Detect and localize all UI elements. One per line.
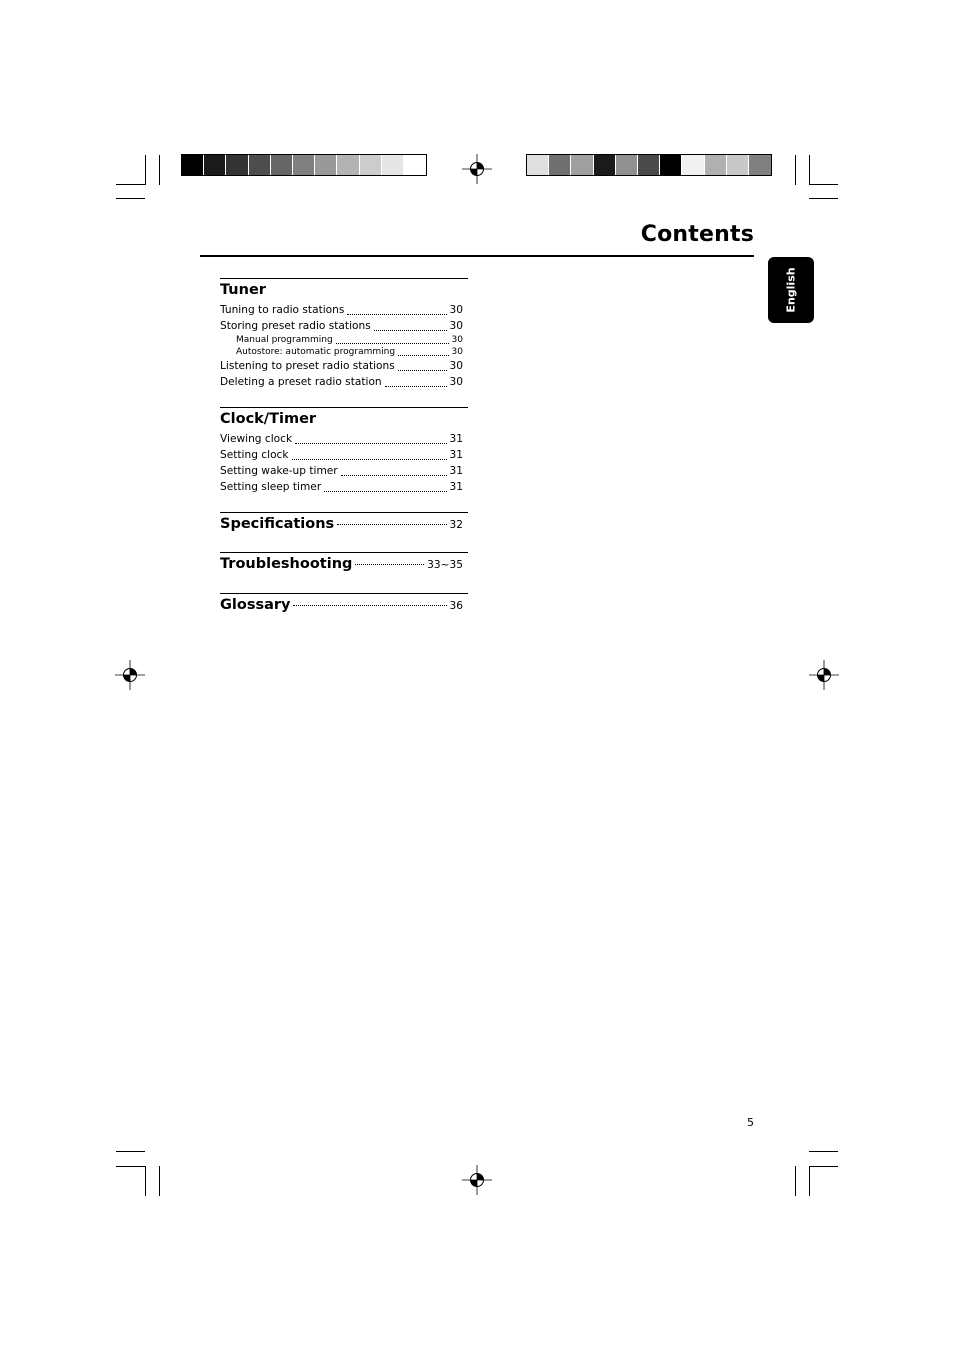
toc-entry-text: Setting clock: [220, 449, 289, 461]
leader-dots: [385, 385, 447, 387]
toc-entry[interactable]: [220, 463, 463, 479]
color-calibration-bar-left: [181, 154, 427, 176]
toc-entry[interactable]: [220, 431, 463, 447]
toc-subentry[interactable]: [220, 334, 463, 346]
color-swatch: [226, 155, 248, 175]
toc-entry-text: Setting wake-up timer: [220, 465, 338, 477]
section-divider: [220, 407, 468, 408]
section-heading: Clock/Timer: [220, 411, 317, 427]
crop-mark: [809, 1151, 838, 1152]
color-swatch: [360, 155, 382, 175]
leader-dots: [341, 474, 447, 476]
toc-entry-page: 32: [449, 519, 463, 531]
leader-dots: [374, 329, 447, 331]
crop-mark: [809, 198, 838, 199]
toc-entry-page: 31: [449, 433, 463, 445]
leader-dots: [324, 490, 446, 492]
toc-entry-page: 30: [449, 376, 463, 388]
toc-entry-text: Autostore: automatic programming: [236, 347, 396, 357]
leader-dots: [336, 342, 449, 344]
toc-entry-page: 31: [449, 481, 463, 493]
toc-entry-page: 30: [449, 320, 463, 332]
toc-entry[interactable]: [220, 302, 463, 318]
toc-section-glossary[interactable]: [220, 593, 468, 614]
leader-dots: [293, 604, 446, 606]
color-swatch: [315, 155, 337, 175]
crop-mark: [145, 155, 146, 185]
leader-dots: [398, 354, 449, 356]
color-swatch: [727, 155, 749, 175]
toc-section-specifications[interactable]: [220, 512, 468, 533]
crop-mark: [116, 184, 145, 185]
registration-mark-icon: [115, 660, 145, 690]
leader-dots: [292, 458, 447, 460]
color-swatch: [571, 155, 593, 175]
color-swatch: [249, 155, 271, 175]
color-swatch: [382, 155, 404, 175]
toc-entry-page: 31: [449, 449, 463, 461]
section-divider: [220, 552, 468, 553]
color-swatch: [182, 155, 204, 175]
toc-entry-text: Tuning to radio stations: [220, 304, 345, 316]
color-swatch: [638, 155, 660, 175]
language-label: English: [784, 267, 798, 313]
crop-mark: [795, 1166, 796, 1196]
crop-mark: [809, 1166, 810, 1196]
toc-entry-text: Viewing clock: [220, 433, 293, 445]
color-swatch: [594, 155, 616, 175]
toc-entry-page: 36: [449, 600, 463, 612]
toc-entry[interactable]: [220, 374, 463, 390]
registration-mark-icon: [809, 660, 839, 690]
leader-dots: [337, 523, 446, 525]
language-tab: [768, 257, 814, 323]
color-swatch: [204, 155, 226, 175]
registration-mark-icon: [462, 154, 492, 184]
color-swatch: [616, 155, 638, 175]
toc-entry-page: 30: [449, 304, 463, 316]
page-number: 5: [747, 1116, 754, 1129]
section-heading: Troubleshooting: [220, 556, 353, 572]
section-divider: [220, 512, 468, 513]
leader-dots: [295, 442, 446, 444]
crop-mark: [809, 155, 810, 185]
toc-entry-page: 31: [449, 465, 463, 477]
color-swatch: [660, 155, 682, 175]
color-calibration-bar-right: [526, 154, 772, 176]
section-divider: [220, 593, 468, 594]
color-swatch: [271, 155, 293, 175]
crop-mark: [116, 1151, 145, 1152]
crop-mark: [116, 1166, 145, 1167]
crop-mark: [809, 1166, 838, 1167]
color-swatch: [749, 155, 771, 175]
crop-mark: [159, 1166, 160, 1196]
section-heading: Specifications: [220, 516, 335, 532]
registration-mark-icon: [462, 1165, 492, 1195]
color-swatch: [337, 155, 359, 175]
color-swatch: [404, 155, 426, 175]
toc-entry[interactable]: [220, 358, 463, 374]
section-divider: [220, 278, 468, 279]
leader-dots: [355, 563, 424, 565]
crop-mark: [159, 155, 160, 185]
page-title: Contents: [640, 222, 754, 247]
toc-entry[interactable]: [220, 479, 463, 495]
toc-section-tuner: [220, 278, 468, 390]
crop-mark: [795, 155, 796, 185]
toc-entry-page: 30: [451, 347, 463, 357]
toc-entry[interactable]: [220, 447, 463, 463]
section-heading: Glossary: [220, 597, 291, 613]
toc-entry-text: Deleting a preset radio station: [220, 376, 382, 388]
toc-entry-text: Manual programming: [236, 335, 333, 345]
leader-dots: [398, 369, 447, 371]
title-divider: [200, 255, 754, 257]
toc-entry[interactable]: [220, 318, 463, 334]
toc-subentry[interactable]: [220, 346, 463, 358]
toc-entry-text: Listening to preset radio stations: [220, 360, 395, 372]
color-swatch: [527, 155, 549, 175]
leader-dots: [347, 313, 446, 315]
toc-entry-text: Storing preset radio stations: [220, 320, 371, 332]
toc-section-clock-timer: [220, 407, 468, 495]
toc-section-troubleshooting[interactable]: [220, 552, 468, 573]
crop-mark: [145, 1166, 146, 1196]
crop-mark: [809, 184, 838, 185]
section-heading: Tuner: [220, 282, 266, 298]
color-swatch: [705, 155, 727, 175]
toc-entry-page: 30: [449, 360, 463, 372]
color-swatch: [293, 155, 315, 175]
toc-entry-text: Setting sleep timer: [220, 481, 322, 493]
toc-entry-page: 30: [451, 335, 463, 345]
color-swatch: [549, 155, 571, 175]
color-swatch: [682, 155, 704, 175]
crop-mark: [116, 198, 145, 199]
toc-entry-page: 33~35: [427, 559, 463, 571]
